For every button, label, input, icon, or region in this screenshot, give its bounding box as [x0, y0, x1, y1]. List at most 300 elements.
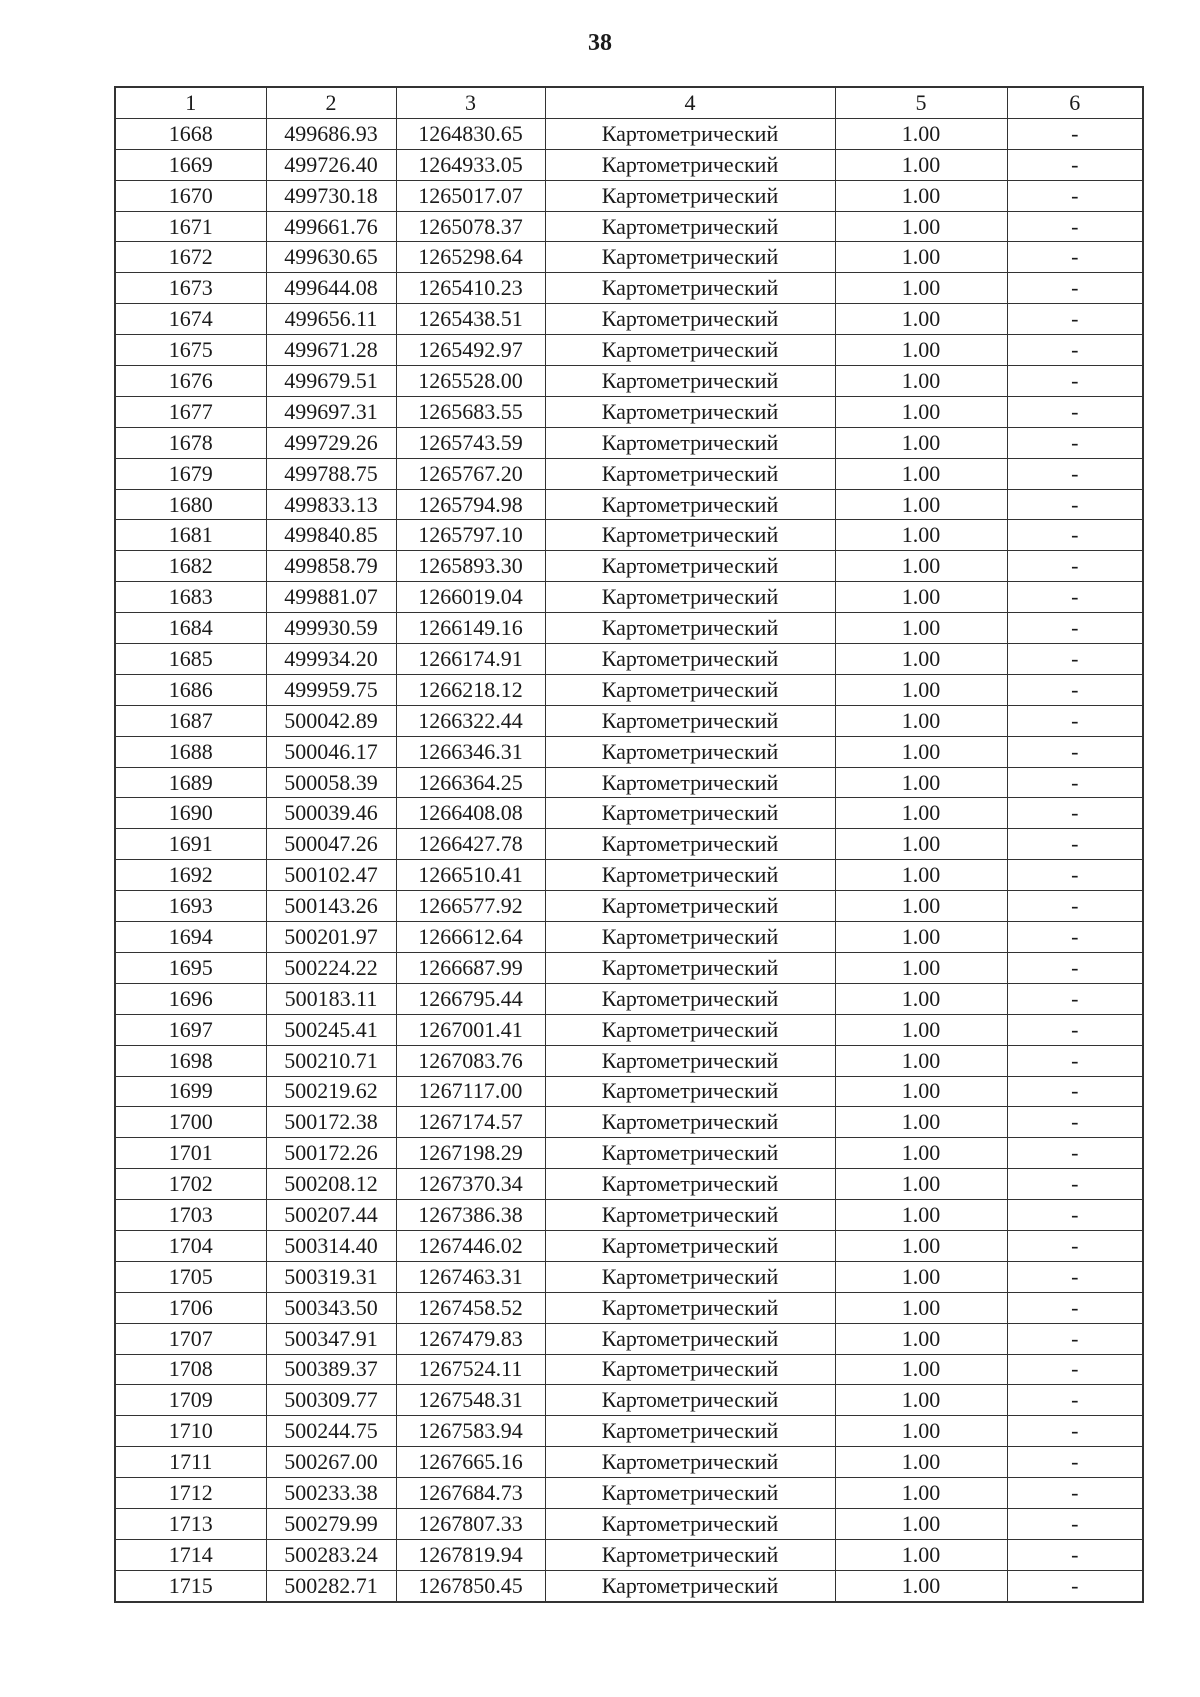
- x-coordinate-cell: 500047.26: [266, 829, 396, 860]
- point-number-cell: 1685: [115, 644, 266, 675]
- x-coordinate-cell: 499930.59: [266, 613, 396, 644]
- method-cell: Картометрический: [545, 1508, 835, 1539]
- point-number-cell: 1686: [115, 674, 266, 705]
- point-number-cell: 1710: [115, 1416, 266, 1447]
- point-number-cell: 1693: [115, 891, 266, 922]
- table-row: [115, 366, 1143, 397]
- y-coordinate-cell: 1265893.30: [396, 551, 545, 582]
- table-row: [115, 983, 1143, 1014]
- method-cell: Картометрический: [545, 798, 835, 829]
- method-cell: Картометрический: [545, 1385, 835, 1416]
- table-row: [115, 644, 1143, 675]
- accuracy-cell: 1.00: [835, 983, 1007, 1014]
- x-coordinate-cell: 500233.38: [266, 1478, 396, 1509]
- method-cell: Картометрический: [545, 118, 835, 149]
- y-coordinate-cell: 1266322.44: [396, 705, 545, 736]
- accuracy-cell: 1.00: [835, 149, 1007, 180]
- table-header: [115, 87, 1143, 118]
- accuracy-cell: 1.00: [835, 767, 1007, 798]
- accuracy-cell: 1.00: [835, 458, 1007, 489]
- method-cell: Картометрический: [545, 1107, 835, 1138]
- accuracy-cell: 1.00: [835, 798, 1007, 829]
- x-coordinate-cell: 500219.62: [266, 1076, 396, 1107]
- table-row: [115, 829, 1143, 860]
- method-cell: Картометрический: [545, 829, 835, 860]
- column-header-4: 4: [545, 87, 835, 118]
- accuracy-cell: 1.00: [835, 582, 1007, 613]
- x-coordinate-cell: 499644.08: [266, 273, 396, 304]
- table-row: [115, 396, 1143, 427]
- x-coordinate-cell: 500283.24: [266, 1539, 396, 1570]
- point-number-cell: 1669: [115, 149, 266, 180]
- y-coordinate-cell: 1266346.31: [396, 736, 545, 767]
- accuracy-cell: 1.00: [835, 242, 1007, 273]
- table-row: [115, 1138, 1143, 1169]
- table-row: [115, 1045, 1143, 1076]
- accuracy-cell: 1.00: [835, 1508, 1007, 1539]
- accuracy-cell: 1.00: [835, 705, 1007, 736]
- table-row: [115, 952, 1143, 983]
- method-cell: Картометрический: [545, 366, 835, 397]
- accuracy-cell: 1.00: [835, 1045, 1007, 1076]
- accuracy-cell: 1.00: [835, 1354, 1007, 1385]
- y-coordinate-cell: 1267458.52: [396, 1292, 545, 1323]
- point-number-cell: 1675: [115, 335, 266, 366]
- y-coordinate-cell: 1267370.34: [396, 1169, 545, 1200]
- note-cell: -: [1007, 1076, 1143, 1107]
- y-coordinate-cell: 1266795.44: [396, 983, 545, 1014]
- note-cell: -: [1007, 1323, 1143, 1354]
- x-coordinate-cell: 499840.85: [266, 520, 396, 551]
- point-number-cell: 1709: [115, 1385, 266, 1416]
- y-coordinate-cell: 1266019.04: [396, 582, 545, 613]
- x-coordinate-cell: 499630.65: [266, 242, 396, 273]
- table-row: [115, 1354, 1143, 1385]
- table-body: [115, 118, 1143, 1601]
- column-header-1: 1: [115, 87, 266, 118]
- y-coordinate-cell: 1267479.83: [396, 1323, 545, 1354]
- point-number-cell: 1677: [115, 396, 266, 427]
- point-number-cell: 1692: [115, 860, 266, 891]
- note-cell: -: [1007, 1014, 1143, 1045]
- y-coordinate-cell: 1265410.23: [396, 273, 545, 304]
- x-coordinate-cell: 500208.12: [266, 1169, 396, 1200]
- table-row: [115, 520, 1143, 551]
- note-cell: -: [1007, 458, 1143, 489]
- table-row: [115, 1323, 1143, 1354]
- table-row: [115, 1539, 1143, 1570]
- method-cell: Картометрический: [545, 1200, 835, 1231]
- point-number-cell: 1707: [115, 1323, 266, 1354]
- table-row: [115, 1200, 1143, 1231]
- accuracy-cell: 1.00: [835, 613, 1007, 644]
- point-number-cell: 1704: [115, 1230, 266, 1261]
- accuracy-cell: 1.00: [835, 118, 1007, 149]
- method-cell: Картометрический: [545, 211, 835, 242]
- y-coordinate-cell: 1265017.07: [396, 180, 545, 211]
- y-coordinate-cell: 1266149.16: [396, 613, 545, 644]
- x-coordinate-cell: 500183.11: [266, 983, 396, 1014]
- accuracy-cell: 1.00: [835, 396, 1007, 427]
- point-number-cell: 1691: [115, 829, 266, 860]
- note-cell: -: [1007, 952, 1143, 983]
- x-coordinate-cell: 500245.41: [266, 1014, 396, 1045]
- x-coordinate-cell: 499833.13: [266, 489, 396, 520]
- y-coordinate-cell: 1267819.94: [396, 1539, 545, 1570]
- method-cell: Картометрический: [545, 983, 835, 1014]
- method-cell: Картометрический: [545, 427, 835, 458]
- point-number-cell: 1701: [115, 1138, 266, 1169]
- y-coordinate-cell: 1267524.11: [396, 1354, 545, 1385]
- y-coordinate-cell: 1267548.31: [396, 1385, 545, 1416]
- point-number-cell: 1678: [115, 427, 266, 458]
- note-cell: -: [1007, 551, 1143, 582]
- y-coordinate-cell: 1265794.98: [396, 489, 545, 520]
- table-row: [115, 1385, 1143, 1416]
- note-cell: -: [1007, 211, 1143, 242]
- y-coordinate-cell: 1266577.92: [396, 891, 545, 922]
- y-coordinate-cell: 1267386.38: [396, 1200, 545, 1231]
- column-header-2: 2: [266, 87, 396, 118]
- table-row: [115, 304, 1143, 335]
- x-coordinate-cell: 500201.97: [266, 922, 396, 953]
- method-cell: Картометрический: [545, 922, 835, 953]
- note-cell: -: [1007, 1508, 1143, 1539]
- y-coordinate-cell: 1265528.00: [396, 366, 545, 397]
- x-coordinate-cell: 499726.40: [266, 149, 396, 180]
- table-row: [115, 1447, 1143, 1478]
- point-number-cell: 1687: [115, 705, 266, 736]
- point-number-cell: 1676: [115, 366, 266, 397]
- x-coordinate-cell: 499679.51: [266, 366, 396, 397]
- method-cell: Картометрический: [545, 458, 835, 489]
- y-coordinate-cell: 1266218.12: [396, 674, 545, 705]
- y-coordinate-cell: 1267001.41: [396, 1014, 545, 1045]
- y-coordinate-cell: 1267446.02: [396, 1230, 545, 1261]
- table-row: [115, 1570, 1143, 1601]
- y-coordinate-cell: 1267117.00: [396, 1076, 545, 1107]
- table-row: [115, 458, 1143, 489]
- note-cell: -: [1007, 242, 1143, 273]
- note-cell: -: [1007, 767, 1143, 798]
- note-cell: -: [1007, 489, 1143, 520]
- accuracy-cell: 1.00: [835, 891, 1007, 922]
- point-number-cell: 1690: [115, 798, 266, 829]
- method-cell: Картометрический: [545, 1416, 835, 1447]
- method-cell: Картометрический: [545, 335, 835, 366]
- y-coordinate-cell: 1265078.37: [396, 211, 545, 242]
- accuracy-cell: 1.00: [835, 520, 1007, 551]
- point-number-cell: 1705: [115, 1261, 266, 1292]
- point-number-cell: 1689: [115, 767, 266, 798]
- accuracy-cell: 1.00: [835, 1169, 1007, 1200]
- note-cell: -: [1007, 304, 1143, 335]
- note-cell: -: [1007, 180, 1143, 211]
- note-cell: -: [1007, 1416, 1143, 1447]
- point-number-cell: 1713: [115, 1508, 266, 1539]
- note-cell: -: [1007, 1138, 1143, 1169]
- y-coordinate-cell: 1267850.45: [396, 1570, 545, 1601]
- method-cell: Картометрический: [545, 304, 835, 335]
- note-cell: -: [1007, 1539, 1143, 1570]
- point-number-cell: 1696: [115, 983, 266, 1014]
- accuracy-cell: 1.00: [835, 1478, 1007, 1509]
- point-number-cell: 1699: [115, 1076, 266, 1107]
- y-coordinate-cell: 1264830.65: [396, 118, 545, 149]
- method-cell: Картометрический: [545, 149, 835, 180]
- table-row: [115, 427, 1143, 458]
- point-number-cell: 1712: [115, 1478, 266, 1509]
- point-number-cell: 1670: [115, 180, 266, 211]
- table-row: [115, 211, 1143, 242]
- x-coordinate-cell: 499959.75: [266, 674, 396, 705]
- method-cell: Картометрический: [545, 613, 835, 644]
- x-coordinate-cell: 500039.46: [266, 798, 396, 829]
- x-coordinate-cell: 500389.37: [266, 1354, 396, 1385]
- y-coordinate-cell: 1265492.97: [396, 335, 545, 366]
- y-coordinate-cell: 1267684.73: [396, 1478, 545, 1509]
- method-cell: Картометрический: [545, 1261, 835, 1292]
- method-cell: Картометрический: [545, 891, 835, 922]
- note-cell: -: [1007, 1045, 1143, 1076]
- accuracy-cell: 1.00: [835, 952, 1007, 983]
- accuracy-cell: 1.00: [835, 1570, 1007, 1601]
- note-cell: -: [1007, 1292, 1143, 1323]
- y-coordinate-cell: 1265683.55: [396, 396, 545, 427]
- point-number-cell: 1674: [115, 304, 266, 335]
- accuracy-cell: 1.00: [835, 427, 1007, 458]
- y-coordinate-cell: 1267083.76: [396, 1045, 545, 1076]
- accuracy-cell: 1.00: [835, 1539, 1007, 1570]
- note-cell: -: [1007, 705, 1143, 736]
- method-cell: Картометрический: [545, 551, 835, 582]
- method-cell: Картометрический: [545, 1570, 835, 1601]
- x-coordinate-cell: 500279.99: [266, 1508, 396, 1539]
- x-coordinate-cell: 500347.91: [266, 1323, 396, 1354]
- note-cell: -: [1007, 674, 1143, 705]
- x-coordinate-cell: 500343.50: [266, 1292, 396, 1323]
- point-number-cell: 1708: [115, 1354, 266, 1385]
- note-cell: -: [1007, 1570, 1143, 1601]
- point-number-cell: 1688: [115, 736, 266, 767]
- method-cell: Картометрический: [545, 180, 835, 211]
- y-coordinate-cell: 1267807.33: [396, 1508, 545, 1539]
- accuracy-cell: 1.00: [835, 1138, 1007, 1169]
- x-coordinate-cell: 500309.77: [266, 1385, 396, 1416]
- method-cell: Картометрический: [545, 1014, 835, 1045]
- note-cell: -: [1007, 273, 1143, 304]
- accuracy-cell: 1.00: [835, 1323, 1007, 1354]
- x-coordinate-cell: 499730.18: [266, 180, 396, 211]
- method-cell: Картометрический: [545, 860, 835, 891]
- table-row: [115, 1508, 1143, 1539]
- y-coordinate-cell: 1265298.64: [396, 242, 545, 273]
- note-cell: -: [1007, 1107, 1143, 1138]
- point-number-cell: 1714: [115, 1539, 266, 1570]
- note-cell: -: [1007, 1230, 1143, 1261]
- accuracy-cell: 1.00: [835, 366, 1007, 397]
- y-coordinate-cell: 1264933.05: [396, 149, 545, 180]
- accuracy-cell: 1.00: [835, 922, 1007, 953]
- accuracy-cell: 1.00: [835, 211, 1007, 242]
- x-coordinate-cell: 500207.44: [266, 1200, 396, 1231]
- y-coordinate-cell: 1265743.59: [396, 427, 545, 458]
- point-number-cell: 1684: [115, 613, 266, 644]
- table-row: [115, 180, 1143, 211]
- table-row: [115, 1261, 1143, 1292]
- accuracy-cell: 1.00: [835, 180, 1007, 211]
- method-cell: Картометрический: [545, 396, 835, 427]
- y-coordinate-cell: 1266364.25: [396, 767, 545, 798]
- table-row: [115, 489, 1143, 520]
- x-coordinate-cell: 499788.75: [266, 458, 396, 489]
- note-cell: -: [1007, 736, 1143, 767]
- table-row: [115, 582, 1143, 613]
- note-cell: -: [1007, 644, 1143, 675]
- accuracy-cell: 1.00: [835, 1076, 1007, 1107]
- y-coordinate-cell: 1265438.51: [396, 304, 545, 335]
- x-coordinate-cell: 500042.89: [266, 705, 396, 736]
- point-number-cell: 1706: [115, 1292, 266, 1323]
- point-number-cell: 1682: [115, 551, 266, 582]
- accuracy-cell: 1.00: [835, 489, 1007, 520]
- y-coordinate-cell: 1267174.57: [396, 1107, 545, 1138]
- accuracy-cell: 1.00: [835, 1014, 1007, 1045]
- note-cell: -: [1007, 798, 1143, 829]
- y-coordinate-cell: 1267198.29: [396, 1138, 545, 1169]
- y-coordinate-cell: 1266174.91: [396, 644, 545, 675]
- accuracy-cell: 1.00: [835, 674, 1007, 705]
- note-cell: -: [1007, 613, 1143, 644]
- x-coordinate-cell: 500102.47: [266, 860, 396, 891]
- table-row: [115, 551, 1143, 582]
- method-cell: Картометрический: [545, 1230, 835, 1261]
- x-coordinate-cell: 499661.76: [266, 211, 396, 242]
- accuracy-cell: 1.00: [835, 1230, 1007, 1261]
- note-cell: -: [1007, 149, 1143, 180]
- method-cell: Картометрический: [545, 705, 835, 736]
- method-cell: Картометрический: [545, 242, 835, 273]
- method-cell: Картометрический: [545, 767, 835, 798]
- x-coordinate-cell: 500244.75: [266, 1416, 396, 1447]
- table-row: [115, 335, 1143, 366]
- x-coordinate-cell: 499858.79: [266, 551, 396, 582]
- point-number-cell: 1695: [115, 952, 266, 983]
- method-cell: Картометрический: [545, 952, 835, 983]
- point-number-cell: 1668: [115, 118, 266, 149]
- note-cell: -: [1007, 1261, 1143, 1292]
- table-row: [115, 1292, 1143, 1323]
- accuracy-cell: 1.00: [835, 644, 1007, 675]
- table-row: [115, 674, 1143, 705]
- table-row: [115, 705, 1143, 736]
- method-cell: Картометрический: [545, 520, 835, 551]
- x-coordinate-cell: 499686.93: [266, 118, 396, 149]
- note-cell: -: [1007, 1385, 1143, 1416]
- method-cell: Картометрический: [545, 1323, 835, 1354]
- method-cell: Картометрический: [545, 1478, 835, 1509]
- point-number-cell: 1703: [115, 1200, 266, 1231]
- accuracy-cell: 1.00: [835, 1292, 1007, 1323]
- accuracy-cell: 1.00: [835, 1107, 1007, 1138]
- y-coordinate-cell: 1267583.94: [396, 1416, 545, 1447]
- point-number-cell: 1694: [115, 922, 266, 953]
- note-cell: -: [1007, 366, 1143, 397]
- note-cell: -: [1007, 922, 1143, 953]
- point-number-cell: 1702: [115, 1169, 266, 1200]
- point-number-cell: 1673: [115, 273, 266, 304]
- accuracy-cell: 1.00: [835, 273, 1007, 304]
- table-row: [115, 798, 1143, 829]
- table-row: [115, 613, 1143, 644]
- x-coordinate-cell: 499881.07: [266, 582, 396, 613]
- note-cell: -: [1007, 1447, 1143, 1478]
- table-row: [115, 242, 1143, 273]
- table-row: [115, 1169, 1143, 1200]
- method-cell: Картометрический: [545, 1354, 835, 1385]
- point-number-cell: 1680: [115, 489, 266, 520]
- y-coordinate-cell: 1267665.16: [396, 1447, 545, 1478]
- x-coordinate-cell: 499934.20: [266, 644, 396, 675]
- page-number: 38: [588, 30, 612, 56]
- note-cell: -: [1007, 396, 1143, 427]
- method-cell: Картометрический: [545, 674, 835, 705]
- accuracy-cell: 1.00: [835, 1447, 1007, 1478]
- coordinates-table: [114, 86, 1144, 1603]
- x-coordinate-cell: 500143.26: [266, 891, 396, 922]
- table-row: [115, 273, 1143, 304]
- method-cell: Картометрический: [545, 1447, 835, 1478]
- note-cell: -: [1007, 860, 1143, 891]
- x-coordinate-cell: 500224.22: [266, 952, 396, 983]
- x-coordinate-cell: 500172.26: [266, 1138, 396, 1169]
- x-coordinate-cell: 499656.11: [266, 304, 396, 335]
- table-row: [115, 767, 1143, 798]
- method-cell: Картометрический: [545, 1292, 835, 1323]
- x-coordinate-cell: 500267.00: [266, 1447, 396, 1478]
- x-coordinate-cell: 500282.71: [266, 1570, 396, 1601]
- method-cell: Картометрический: [545, 1076, 835, 1107]
- method-cell: Картометрический: [545, 489, 835, 520]
- y-coordinate-cell: 1266687.99: [396, 952, 545, 983]
- point-number-cell: 1683: [115, 582, 266, 613]
- accuracy-cell: 1.00: [835, 304, 1007, 335]
- x-coordinate-cell: 500172.38: [266, 1107, 396, 1138]
- x-coordinate-cell: 499671.28: [266, 335, 396, 366]
- header-row: [115, 87, 1143, 118]
- method-cell: Картометрический: [545, 1138, 835, 1169]
- column-header-3: 3: [396, 87, 545, 118]
- point-number-cell: 1681: [115, 520, 266, 551]
- accuracy-cell: 1.00: [835, 1261, 1007, 1292]
- note-cell: -: [1007, 118, 1143, 149]
- table-row: [115, 1230, 1143, 1261]
- column-header-5: 5: [835, 87, 1007, 118]
- table-row: [115, 891, 1143, 922]
- y-coordinate-cell: 1266408.08: [396, 798, 545, 829]
- note-cell: -: [1007, 983, 1143, 1014]
- x-coordinate-cell: 500319.31: [266, 1261, 396, 1292]
- x-coordinate-cell: 499697.31: [266, 396, 396, 427]
- table-row: [115, 1076, 1143, 1107]
- method-cell: Картометрический: [545, 582, 835, 613]
- accuracy-cell: 1.00: [835, 335, 1007, 366]
- y-coordinate-cell: 1266510.41: [396, 860, 545, 891]
- note-cell: -: [1007, 582, 1143, 613]
- table-row: [115, 860, 1143, 891]
- x-coordinate-cell: 500058.39: [266, 767, 396, 798]
- table-row: [115, 1416, 1143, 1447]
